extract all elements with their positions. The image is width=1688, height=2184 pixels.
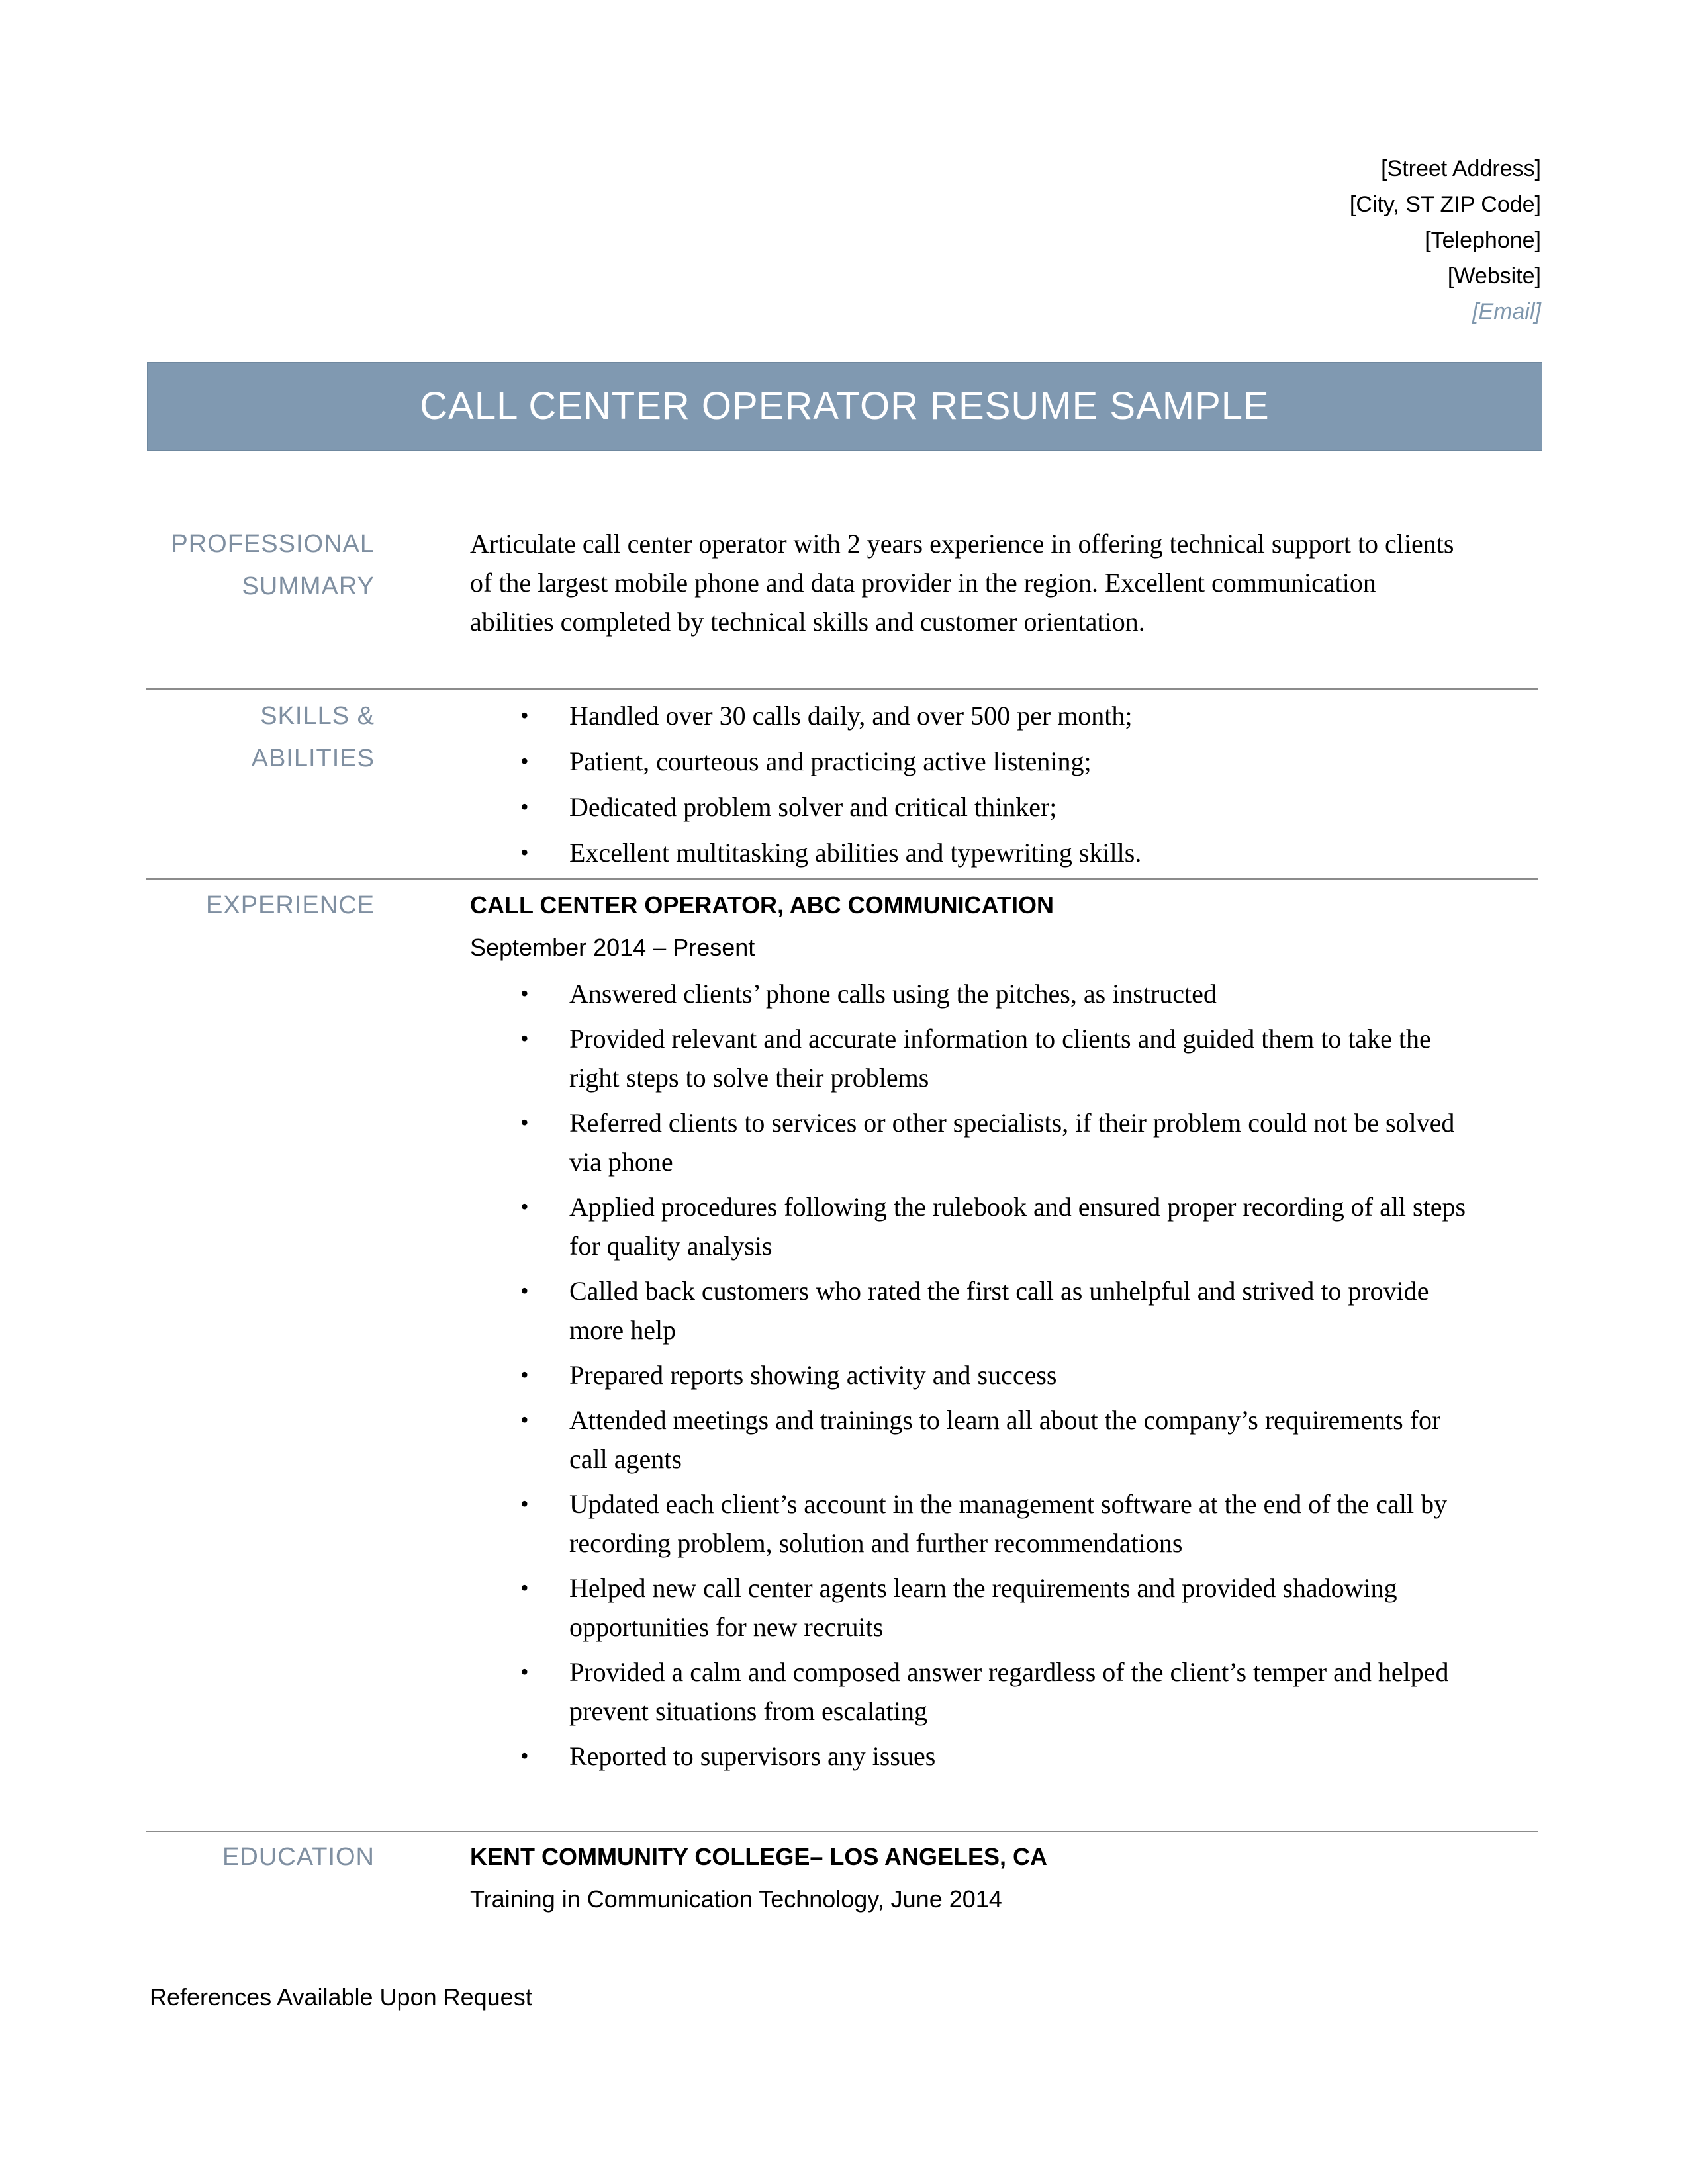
list-item: [470, 1271, 1476, 1349]
bullet-icon: •: [520, 980, 529, 1007]
list-item: [470, 1103, 1476, 1181]
bullet-icon: •: [520, 1025, 529, 1052]
bullet-icon: •: [520, 1406, 529, 1433]
list-item: [470, 1400, 1476, 1479]
duty-text: Helped new call center agents learn the requirements and provided shadowing opportunities for new recruits: [569, 1573, 1397, 1642]
list-item: [470, 974, 1476, 1013]
list-item: [470, 1187, 1476, 1265]
duty-text: Referred clients to services or other specialists, if their problem could not be solved via phone: [569, 1108, 1455, 1177]
city-state-zip: [City, ST ZIP Code]: [1349, 192, 1541, 217]
list-item: [470, 833, 1476, 872]
list-item: [470, 788, 1476, 827]
list-item: [470, 1653, 1476, 1731]
duty-text: Updated each client’s account in the management software at the end of the call by recording problem, solution and further recommendations: [569, 1489, 1448, 1558]
summary-label-line2: SUMMARY: [242, 572, 375, 600]
list-item: [470, 1569, 1476, 1647]
duty-text: Applied procedures following the rulebook and ensured proper recording of all steps for quality analysis: [569, 1192, 1466, 1261]
bullet-icon: •: [520, 1743, 529, 1769]
list-item: [470, 696, 1476, 735]
duty-text: Answered clients’ phone calls using the pitches, as instructed: [569, 979, 1217, 1009]
divider: [146, 688, 1538, 690]
summary-text: Articulate call center operator with 2 years experience in offering technical support to clients of the largest mobile phone and data provider in the region. Excellent communication abilities completed by technical skills and customer orientation.: [470, 529, 1454, 637]
list-item: [470, 1484, 1476, 1563]
website: [Website]: [1447, 263, 1541, 289]
divider: [146, 878, 1538, 880]
list-item: [470, 1019, 1476, 1097]
list-item: [470, 742, 1476, 781]
experience-content: [470, 884, 1476, 1782]
education-label: EDUCATION: [222, 1843, 375, 1871]
duty-text: Provided relevant and accurate information to clients and guided them to take the right steps to solve their problems: [569, 1024, 1431, 1093]
list-item: [470, 1355, 1476, 1394]
bullet-icon: •: [520, 1574, 529, 1601]
bullet-icon: •: [520, 839, 529, 866]
bullet-icon: •: [520, 1193, 529, 1220]
divider: [146, 1831, 1538, 1832]
experience-label: EXPERIENCE: [206, 891, 375, 919]
degree: Training in Communication Technology, June 2014: [470, 1886, 1002, 1913]
education-content: [470, 1836, 1476, 1926]
duty-text: Attended meetings and trainings to learn all about the company’s requirements for call agents: [569, 1405, 1441, 1474]
skills-content: [470, 696, 1476, 879]
bullet-icon: •: [520, 1490, 529, 1517]
references-note: References Available Upon Request: [150, 1983, 532, 2011]
duty-text: Called back customers who rated the first call as unhelpful and strived to provide more help: [569, 1276, 1429, 1345]
bullet-icon: •: [520, 794, 529, 820]
bullet-icon: •: [520, 748, 529, 774]
resume-title-banner: [147, 362, 1542, 451]
duty-text: Provided a calm and composed answer regardless of the client’s temper and helped prevent situations from escalating: [569, 1657, 1449, 1726]
school-name: KENT COMMUNITY COLLEGE– LOS ANGELES, CA: [470, 1843, 1048, 1870]
duty-text: Prepared reports showing activity and success: [569, 1360, 1057, 1390]
skill-text: Handled over 30 calls daily, and over 500 per month;: [569, 701, 1133, 731]
experience-list: [470, 974, 1476, 1776]
skill-text: Excellent multitasking abilities and typewriting skills.: [569, 838, 1142, 868]
summary-label: [147, 523, 375, 608]
telephone: [Telephone]: [1425, 228, 1541, 253]
bullet-icon: •: [520, 1659, 529, 1685]
contact-block: [1350, 151, 1541, 330]
skill-text: Patient, courteous and practicing active listening;: [569, 747, 1092, 776]
resume-title: CALL CENTER OPERATOR RESUME SAMPLE: [420, 385, 1270, 428]
street-address: [Street Address]: [1381, 156, 1541, 181]
bullet-icon: •: [520, 1109, 529, 1136]
duty-text: Reported to supervisors any issues: [569, 1741, 936, 1771]
job-title: CALL CENTER OPERATOR, ABC COMMUNICATION: [470, 891, 1054, 919]
bullet-icon: •: [520, 1361, 529, 1388]
summary-label-line1: PROFESSIONAL: [171, 530, 375, 558]
bullet-icon: •: [520, 1277, 529, 1304]
list-item: [470, 1737, 1476, 1776]
skills-list: [470, 696, 1476, 872]
summary-content: [470, 524, 1463, 641]
skills-label: SKILLS & ABILITIES: [251, 702, 375, 772]
bullet-icon: •: [520, 702, 529, 729]
skill-text: Dedicated problem solver and critical thinker;: [569, 792, 1057, 822]
email: [Email]: [1472, 299, 1541, 324]
job-dates: September 2014 – Present: [470, 934, 755, 961]
